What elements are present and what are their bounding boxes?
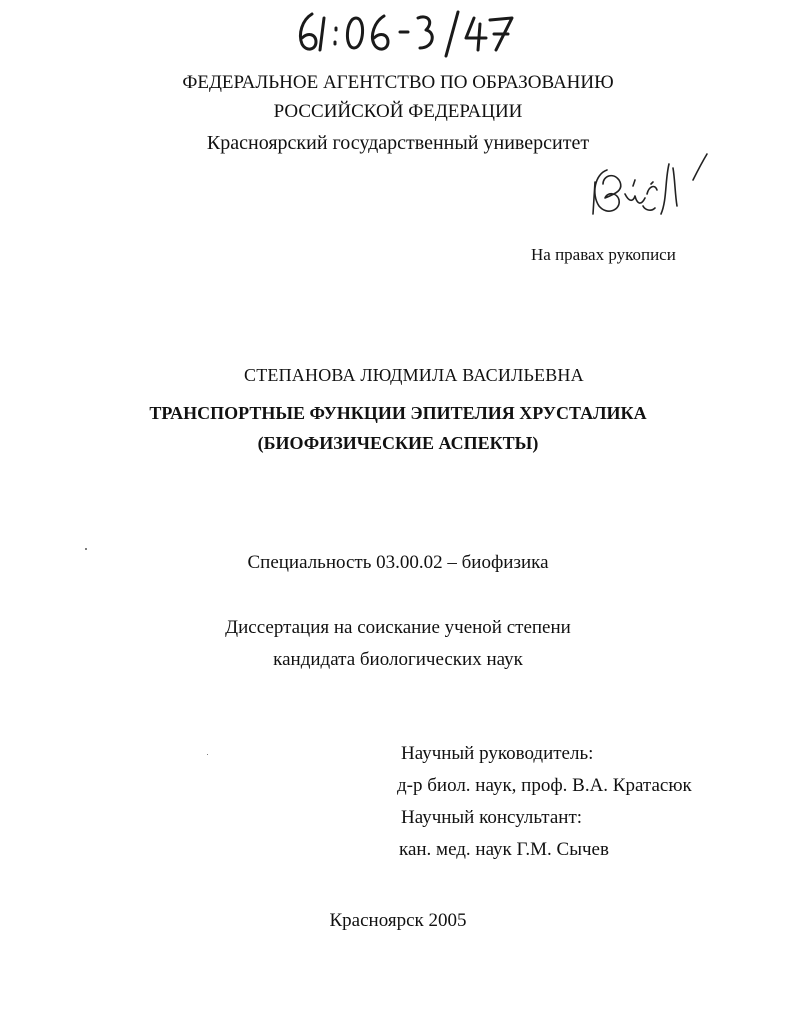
consultant-name: кан. мед. наук Г.М. Сычев (399, 839, 609, 860)
degree-line-1: Диссертация на соискание ученой степени (225, 617, 571, 638)
city-and-year: Красноярск 2005 (329, 910, 467, 931)
scan-speck (207, 754, 208, 755)
degree-line-2: кандидата биологических наук (273, 649, 523, 670)
specialty: Специальность 03.00.02 – биофизика (247, 552, 549, 573)
advisor-label: Научный руководитель: (401, 743, 594, 764)
agency-line-2: РОССИЙСКОЙ ФЕДЕРАЦИИ (273, 101, 523, 122)
university-name: Красноярский государственный университет (206, 132, 590, 154)
manuscript-note: На правах рукописи (531, 245, 676, 264)
scan-speck (85, 548, 87, 550)
agency-line-1: ФЕДЕРАЛЬНОЕ АГЕНТСТВО ПО ОБРАЗОВАНИЮ (182, 72, 614, 93)
author-name: СТЕПАНОВА ЛЮДМИЛА ВАСИЛЬЕВНА (244, 365, 584, 385)
advisor-name: д-р биол. наук, проф. В.А. Кратасюк (397, 775, 692, 796)
dissertation-title-line-2: (БИОФИЗИЧЕСКИЕ АСПЕКТЫ) (257, 433, 539, 453)
consultant-label: Научный консультант: (401, 807, 583, 828)
signature (585, 150, 715, 230)
handwritten-archive-code (290, 4, 530, 64)
dissertation-title-line-1: ТРАНСПОРТНЫЕ ФУНКЦИИ ЭПИТЕЛИЯ ХРУСТАЛИКА (149, 403, 647, 423)
